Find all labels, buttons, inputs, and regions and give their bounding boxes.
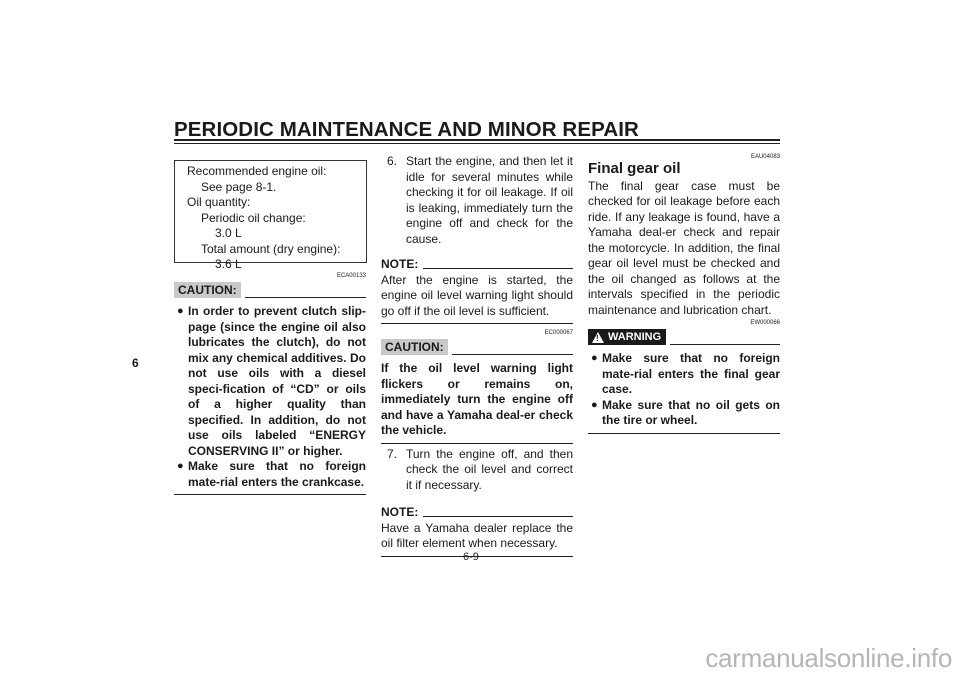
oil-box-line: Recommended engine oil:: [187, 164, 327, 178]
section-body: The final gear case must be checked for oil leakage before each ride. If any leakage is found, have a Yamaha deal-er check and repair the motorcycle. In addition, the final gear oil level must be checked and the oil changed as follows at the intervals specified in the periodic maintenance and lubrication chart.: [588, 178, 780, 317]
list-item: ● Make sure that no oil gets on the tire or wheel.: [588, 398, 780, 429]
header-rule-thin: [174, 143, 780, 144]
oil-box-line: Total amount (dry engine):: [201, 241, 341, 256]
column-middle: [381, 154, 573, 557]
caution-end-rule: [381, 443, 573, 444]
note-text: Have a Yamaha dealer replace the oil filter element when necessary.: [381, 520, 573, 550]
chapter-tab: 6: [132, 356, 139, 370]
oil-box-line: See page 8-1.: [201, 179, 277, 194]
caution-end-rule: [174, 494, 366, 495]
watermark: carmanualsonline.info: [705, 643, 952, 673]
bullet-icon: ●: [591, 352, 598, 364]
section-title: Final gear oil: [588, 160, 681, 177]
page-title: PERIODIC MAINTENANCE AND MINOR REPAIR: [174, 118, 639, 141]
caution-heading: [174, 282, 366, 298]
section-code: EAU04083: [750, 154, 780, 160]
warning-label: ! WARNING: [588, 329, 666, 345]
step-7: 7. Turn the engine off, and then check the oil level and correct it if necessary.: [387, 446, 573, 492]
note-end-rule: [381, 323, 573, 324]
warning-end-rule: [588, 433, 780, 434]
caution-body: [174, 304, 366, 490]
column-left: [174, 160, 366, 495]
caution-code: ECA00133: [336, 273, 366, 279]
page-number: 6-9: [463, 551, 479, 563]
warning-body: [588, 351, 780, 429]
warning-heading: [588, 329, 780, 345]
list-item: ● Make sure that no foreign mate-rial enters the final gear case.: [588, 351, 780, 398]
note-heading: NOTE:: [381, 257, 573, 273]
caution-label: CAUTION:: [174, 282, 241, 298]
oil-box-line: 3.0 L: [215, 226, 242, 240]
oil-box-line: Periodic oil change:: [201, 210, 306, 225]
note-text: After the engine is started, the engine oil level warning light should go off if the oil level is sufficient.: [381, 272, 573, 318]
warning-triangle-icon: !: [592, 332, 604, 343]
oil-spec-box: [174, 160, 367, 271]
warning-code: EW000066: [750, 320, 780, 326]
note-heading: NOTE:: [381, 505, 573, 521]
bullet-icon: ●: [177, 460, 184, 472]
caution-rule: [245, 297, 366, 298]
step-6: 6. Start the engine, and then let it idle for several minutes while checking it for oil leakage. If oil is leaking, immediately turn the engine off and check for the cause.: [387, 154, 573, 246]
caution-heading: [381, 339, 573, 355]
oil-box-line: 3.6 L: [215, 257, 242, 271]
caution-body: If the oil level warning light flickers or remains on, immediately turn the engine off and have a Yamaha deal-er check the vehicle.: [381, 361, 573, 437]
caution-code: EC000067: [544, 330, 573, 336]
bullet-icon: ●: [177, 305, 184, 317]
oil-box-line: Oil quantity:: [187, 195, 251, 209]
header-rule: [174, 139, 780, 141]
list-item: ● In order to prevent clutch slip-page (since the engine oil also lubricates the clutch), do not mix any chemical additives. Do not use oils with a diesel speci-fication of “CD” or oils of a higher quality than specified. In addition, do not use oils labeled “ENERGY CONSERVING II” or higher.: [174, 304, 366, 459]
list-item: ● Make sure that no foreign mate-rial enters the crankcase.: [174, 459, 366, 490]
bullet-icon: ●: [591, 398, 598, 411]
column-right: [588, 154, 780, 434]
caution-label: CAUTION:: [381, 339, 448, 355]
